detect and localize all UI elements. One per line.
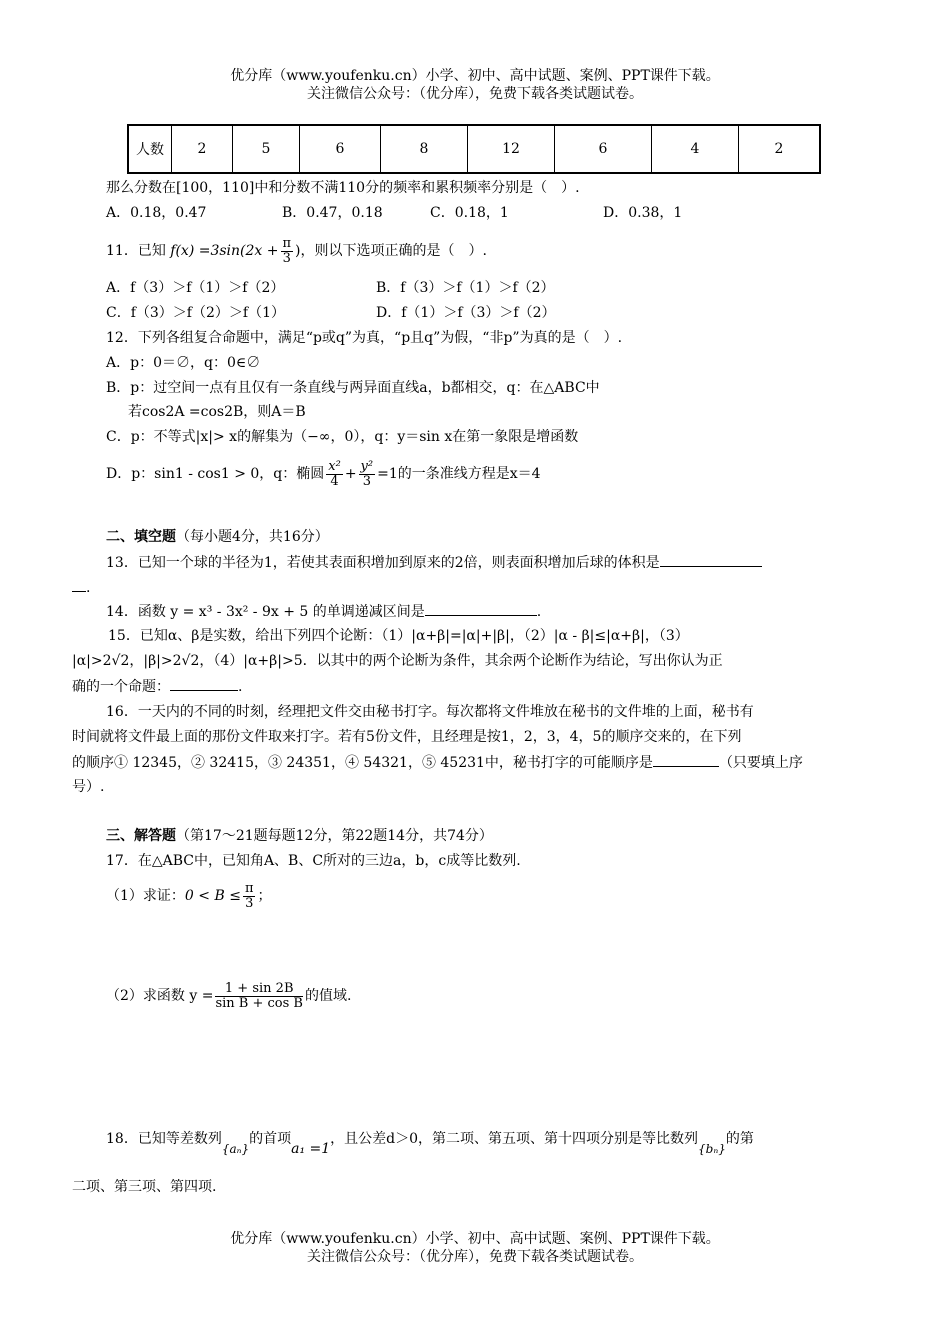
q10-option-b: B．0.47，0.18 [282,205,383,221]
q10-option-a: A．0.18，0.47 [106,205,207,221]
q12-option-b-line1: B．p：过空间一点有且仅有一条直线与两异面直线a，b都相交，q：在△ABC中 [106,380,600,396]
header-line-1: 优分库（www.youfenku.cn）小学、初中、高中试题、案例、PPT课件下载。 [230,68,720,84]
table-cell: 12 [468,125,555,173]
x-squared-over-four: $\frac{\text{x²}}{4}$ [328,458,341,489]
score-table [127,124,821,174]
table-cell: 4 [652,125,739,173]
q18-line2: 二项、第三项、第四项. [72,1179,217,1195]
table-cell: 6 [300,125,381,173]
q17-part2: （2）求函数 y = $\frac{1 + \sin 2B}{\text{sin B + cos B}}$ 的值域. [106,980,352,1011]
section-2-heading: 二、填空题（每小题4分，共16分） [106,529,329,545]
q12-option-c: C．p：不等式|x|> x的解集为（−∞，0），q：y＝sin x在第一象限是增函数 [106,429,579,445]
q11-option-d: D．f（1）＞f（3）＞f（2） [376,305,556,321]
q16-line1: 16．一天内的不同的时刻，经理把文件交由秘书打字。每次都将文件堆放在秘书的文件堆的上面，秘书有 [106,704,754,720]
q12-stem: 12．下列各组复合命题中，满足“p或q”为真，“p且q”为假，“非p”为真的是（ ）. [106,330,623,346]
table-cell: 6 [555,125,652,173]
q11-option-b: B．f（3）＞f（1）＞f（2） [376,280,555,296]
q11-stem: 11．已知 f(x) =3sin(2x + $\frac{\pi}{3}$ )，则以下选项正确的是（ ）. [106,235,487,266]
q10-stem: 那么分数在[100，110]中和分数不满110分的频率和累积频率分别是（ ）. [106,180,580,196]
q16-line3: 的顺序① 12345，② 32415，③ 24351，④ 54321，⑤ 45231中，秘书打字的可能顺序是 （只要填上序 [72,752,803,773]
q12-option-b-line2: 若cos2A =cos2B，则A＝B [128,404,306,420]
q17-part1: （1）求证：0 < B ≤ $\frac{\pi}{3}$ ； [106,880,272,911]
q15-line3: 确的一个命题： . [72,676,242,697]
first-term: a₁ =1 [291,1141,331,1157]
q13-line1: 13．已知一个球的半径为1，若使其表面积增加到原来的2倍，则表面积增加后球的体积是 [106,552,762,573]
q13-line2: . [72,577,90,598]
table-cell: 2 [172,125,233,173]
q16-blank [653,752,719,767]
q11-function: f(x) =3sin(2x + [170,243,279,259]
q14-blank [425,601,537,616]
table-row [128,125,820,173]
q12-option-a: A．p：0＝∅，q：0∈∅ [106,355,261,371]
footer-line-1: 优分库（www.youfenku.cn）小学、初中、高中试题、案例、PPT课件下载。 [230,1231,720,1247]
q11-option-c: C．f（3）＞f（2）＞f（1） [106,305,285,321]
q16-line2: 时间就将文件最上面的那份文件取来打字。若有5份文件，且经理是按1，2，3，4，5的顺序交来的，在下列 [72,729,742,745]
y-squared-over-three: $\frac{\text{y²}}{3}$ [360,458,374,489]
q15-blank [170,676,238,691]
table-cell: 2 [739,125,821,173]
table-row-label: 人数 [128,125,172,173]
q10-option-c: C．0.18，1 [430,205,509,221]
q13-blank [660,552,762,567]
footer-line-2: 关注微信公众号：（优分库），免费下载各类试题试卷。 [307,1249,643,1265]
q17-stem: 17．在△ABC中，已知角A、B、C所对的三边a，b，c成等比数列. [106,853,521,869]
q18-line1: 18．已知等差数列{aₙ}的首项a₁ =1，且公差d＞0，第二项、第五项、第十四项分别是等比数列{bₙ}的第 [106,1131,754,1157]
q12-option-d: D．p：sin1 - cos1 > 0，q：椭圆 $\frac{\text{x²}}{4}$ + $\frac{\text{y²}}{3}$ =1的一条准线方程是x＝4 [106,458,541,489]
q15-line2: |α|>2√2，|β|>2√2，（4）|α+β|>5．以其中的两个论断为条件，其余两个论断作为结论，写出你认为正 [72,653,723,669]
pi-over-three-fraction: $\frac{\pi}{3}$ [282,235,292,266]
q11-option-a: A．f（3）＞f（1）＞f（2） [106,280,285,296]
sequence-a: {aₙ} [221,1142,250,1156]
section-3-heading: 三、解答题（第17～21题每题12分，第22题14分，共74分） [106,828,493,844]
header-line-2: 关注微信公众号：（优分库），免费下载各类试题试卷。 [307,86,643,102]
range-function-fraction: $\frac{1 + \sin 2B}{\text{sin B + cos B}}$ [215,980,303,1011]
table-cell: 8 [381,125,468,173]
table-cell: 5 [233,125,300,173]
pi-over-three-fraction: $\frac{\pi}{3}$ [244,880,254,911]
sequence-b: {bₙ} [698,1142,726,1156]
q14: 14．函数 y = x³ - 3x² - 9x + 5 的单调递减区间是 . [106,601,541,622]
q16-line4: 号）. [72,779,105,795]
q10-option-d: D．0.38，1 [603,205,683,221]
q15-line1: 15．已知α、β是实数，给出下列四个论断：（1）|α+β|=|α|+|β|，（2）|α - β|≤|α+β|，（3） [108,628,689,644]
